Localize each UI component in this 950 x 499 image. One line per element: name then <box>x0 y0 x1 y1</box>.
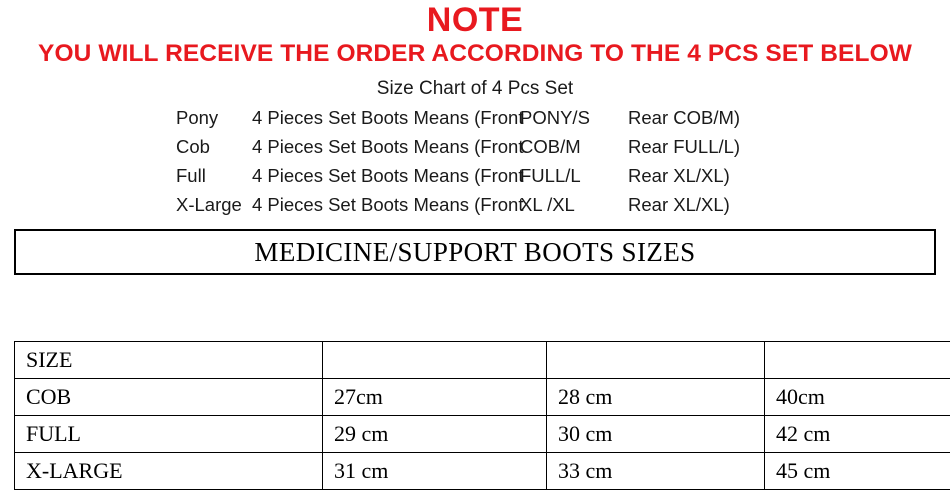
table-cell-value: 27cm <box>323 379 547 416</box>
size-chart-size: X-Large <box>176 190 252 219</box>
size-chart-desc: 4 Pieces Set Boots Means (Front <box>252 103 520 132</box>
table-cell-value: 29 cm <box>323 416 547 453</box>
size-chart-size: Pony <box>176 103 252 132</box>
table-header-col3 <box>547 342 765 379</box>
table-cell-value: 40cm <box>765 379 950 416</box>
document-page <box>0 1 950 499</box>
table-cell-size: X-LARGE <box>15 453 323 490</box>
note-subtitle: YOU WILL RECEIVE THE ORDER ACCORDING TO THE 4 PCS SET BELOW <box>0 40 950 68</box>
size-chart-front: FULL/L <box>520 161 628 190</box>
size-chart-row <box>176 190 950 219</box>
table-cell-value: 33 cm <box>547 453 765 490</box>
banner-table-spacer <box>0 275 950 341</box>
table-header-size: SIZE <box>15 342 323 379</box>
boots-sizes-banner-text: MEDICINE/SUPPORT BOOTS SIZES <box>254 237 695 268</box>
size-chart-desc: 4 Pieces Set Boots Means (Front <box>252 190 520 219</box>
table-header-col2 <box>323 342 547 379</box>
size-chart-desc: 4 Pieces Set Boots Means (Front <box>252 132 520 161</box>
table-cell-value: 45 cm <box>765 453 950 490</box>
size-chart-rear: Rear XL/XL) <box>628 161 730 190</box>
table-cell-value: 28 cm <box>547 379 765 416</box>
size-chart-rows <box>0 103 950 219</box>
size-chart-row <box>176 132 950 161</box>
table-cell-value: 31 cm <box>323 453 547 490</box>
size-chart-rear: Rear XL/XL) <box>628 190 730 219</box>
table-row <box>15 379 950 416</box>
size-chart-front: PONY/S <box>520 103 628 132</box>
size-chart-rear: Rear COB/M) <box>628 103 740 132</box>
size-chart-front: COB/M <box>520 132 628 161</box>
boots-sizes-banner <box>14 229 936 275</box>
table-header-col4 <box>765 342 950 379</box>
note-title: NOTE <box>0 1 950 39</box>
size-chart-heading: Size Chart of 4 Pcs Set <box>0 76 950 101</box>
size-chart-rear: Rear FULL/L) <box>628 132 740 161</box>
size-chart-row <box>176 103 950 132</box>
table-cell-size: FULL <box>15 416 323 453</box>
table-cell-value: 30 cm <box>547 416 765 453</box>
size-chart-desc: 4 Pieces Set Boots Means (Front <box>252 161 520 190</box>
size-chart-size: Cob <box>176 132 252 161</box>
size-chart-size: Full <box>176 161 252 190</box>
table-cell-size: COB <box>15 379 323 416</box>
table-cell-value: 42 cm <box>765 416 950 453</box>
table-row <box>15 453 950 490</box>
table-row <box>15 342 950 379</box>
table-row <box>15 416 950 453</box>
size-chart-row <box>176 161 950 190</box>
size-chart-front: XL /XL <box>520 190 628 219</box>
boots-size-table <box>14 341 950 490</box>
